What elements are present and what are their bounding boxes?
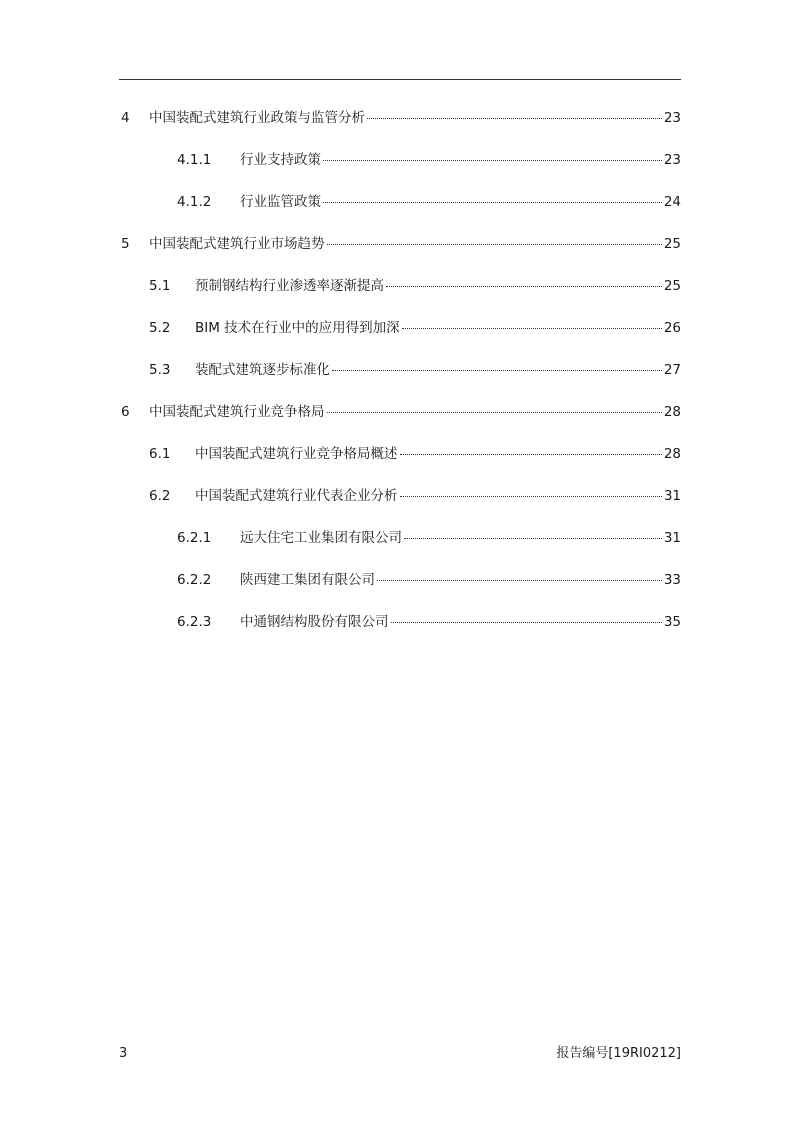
toc-title: 中国装配式建筑行业政策与监管分析 [149,110,365,126]
toc-entry[interactable] [0,402,800,422]
toc-entry[interactable] [0,318,800,338]
toc-page-number: 27 [663,362,681,378]
toc-number: 6.1 [149,446,171,462]
toc-dot-leader [402,328,662,329]
toc-dot-leader [367,118,662,119]
toc-page-number: 23 [663,110,681,126]
toc-dot-leader [332,370,662,371]
toc-page-number: 28 [663,446,681,462]
toc-dot-leader [404,538,662,539]
toc-title: BIM 技术在行业中的应用得到加深 [195,320,400,336]
toc-page-number: 26 [663,320,681,336]
toc-title: 中国装配式建筑行业竞争格局概述 [195,446,398,462]
toc-entry[interactable] [0,276,800,296]
toc-entry[interactable] [0,360,800,380]
toc-page-number: 31 [663,530,681,546]
toc-entry[interactable] [0,486,800,506]
toc-dot-leader [327,244,662,245]
toc-entry[interactable] [0,528,800,548]
toc-number: 5 [121,236,130,252]
toc-page-number: 28 [663,404,681,420]
toc-number: 6 [121,404,130,420]
toc-title: 远大住宅工业集团有限公司 [240,530,402,546]
toc-title: 行业监管政策 [240,194,321,210]
toc-title: 中国装配式建筑行业市场趋势 [149,236,325,252]
toc-dot-leader [327,412,662,413]
toc-entry[interactable] [0,192,800,212]
toc-title: 中国装配式建筑行业代表企业分析 [195,488,398,504]
toc-title: 行业支持政策 [240,152,321,168]
toc-page-number: 24 [663,194,681,210]
toc-number: 6.2.1 [177,530,212,546]
toc-dot-leader [400,496,662,497]
toc-number: 5.3 [149,362,171,378]
toc-number: 4.1.1 [177,152,212,168]
footer-report-id: 报告编号[19RI0212] [556,1046,681,1061]
toc-number: 4 [121,110,130,126]
toc-number: 5.1 [149,278,171,294]
toc-number: 5.2 [149,320,171,336]
toc-page-number: 33 [663,572,681,588]
toc-number: 6.2.3 [177,614,212,630]
toc-entry[interactable] [0,108,800,128]
toc-number: 4.1.2 [177,194,212,210]
toc-dot-leader [377,580,662,581]
toc-number: 6.2.2 [177,572,212,588]
toc-entry[interactable] [0,150,800,170]
toc-dot-leader [323,160,662,161]
footer-page-number: 3 [119,1046,128,1061]
toc-page-number: 35 [663,614,681,630]
toc-page-number: 23 [663,152,681,168]
toc-page-number: 25 [663,236,681,252]
toc-entry[interactable] [0,570,800,590]
toc-title: 中国装配式建筑行业竞争格局 [149,404,325,420]
toc-dot-leader [323,202,662,203]
toc-title: 装配式建筑逐步标准化 [195,362,330,378]
toc-title: 预制钢结构行业渗透率逐渐提高 [195,278,384,294]
toc-page-number: 25 [663,278,681,294]
toc-dot-leader [391,622,662,623]
toc-number: 6.2 [149,488,171,504]
toc-dot-leader [386,286,662,287]
toc-title: 陕西建工集团有限公司 [240,572,375,588]
toc-title: 中通钢结构股份有限公司 [240,614,389,630]
toc-entry[interactable] [0,444,800,464]
toc-entry[interactable] [0,612,800,632]
toc-dot-leader [400,454,662,455]
toc-entry[interactable] [0,234,800,254]
toc-page-number: 31 [663,488,681,504]
